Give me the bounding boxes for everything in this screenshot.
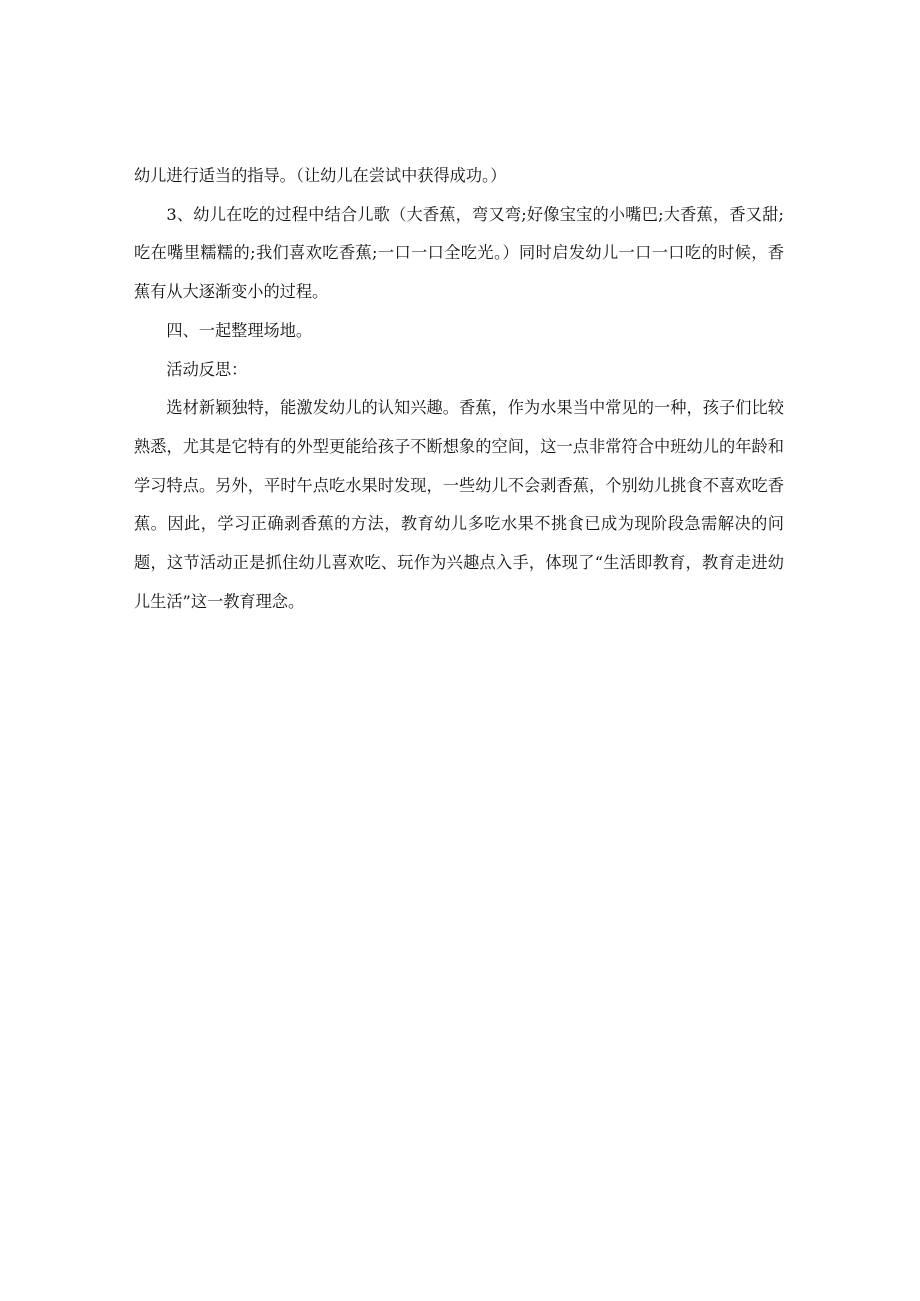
paragraph-step-3-nursery-rhyme: 3、幼儿在吃的过程中结合儿歌（大香蕉，弯又弯;好像宝宝的小嘴巴;大香蕉，香又甜;吃在嘴里糯糯的;我们喜欢吃香蕉;一口一口全吃光。）同时启发幼儿一口一口吃的时候，香蕉有从大逐渐变小的过程。 (134, 204, 784, 302)
section-heading-reflection: 活动反思： (166, 359, 248, 379)
document-body (134, 157, 784, 621)
paragraph-guidance-continuation: 幼儿进行适当的指导。（让幼儿在尝试中获得成功。） (134, 166, 507, 185)
paragraph-step-4-tidy-up: 四、一起整理场地。 (166, 320, 313, 340)
paragraph-reflection-body: 选材新颖独特，能激发幼儿的认知兴趣。香蕉，作为水果当中常见的一种，孩子们比较熟悉，尤其是它特有的外型更能给孩子不断想象的空间，这一点非常符合中班幼儿的年龄和学习特点。另外，平时午点吃水果时发现，一些幼儿不会剥香蕉，个别幼儿挑食不喜欢吃香蕉。因此，学习正确剥香蕉的方法，教育幼儿多吃水果不挑食已成为现阶段急需解决的问题，这节活动正是抓住幼儿喜欢吃、玩作为兴趣点入手，体现了“生活即教育，教育走进幼儿生活”这一教育理念。 (134, 398, 784, 611)
